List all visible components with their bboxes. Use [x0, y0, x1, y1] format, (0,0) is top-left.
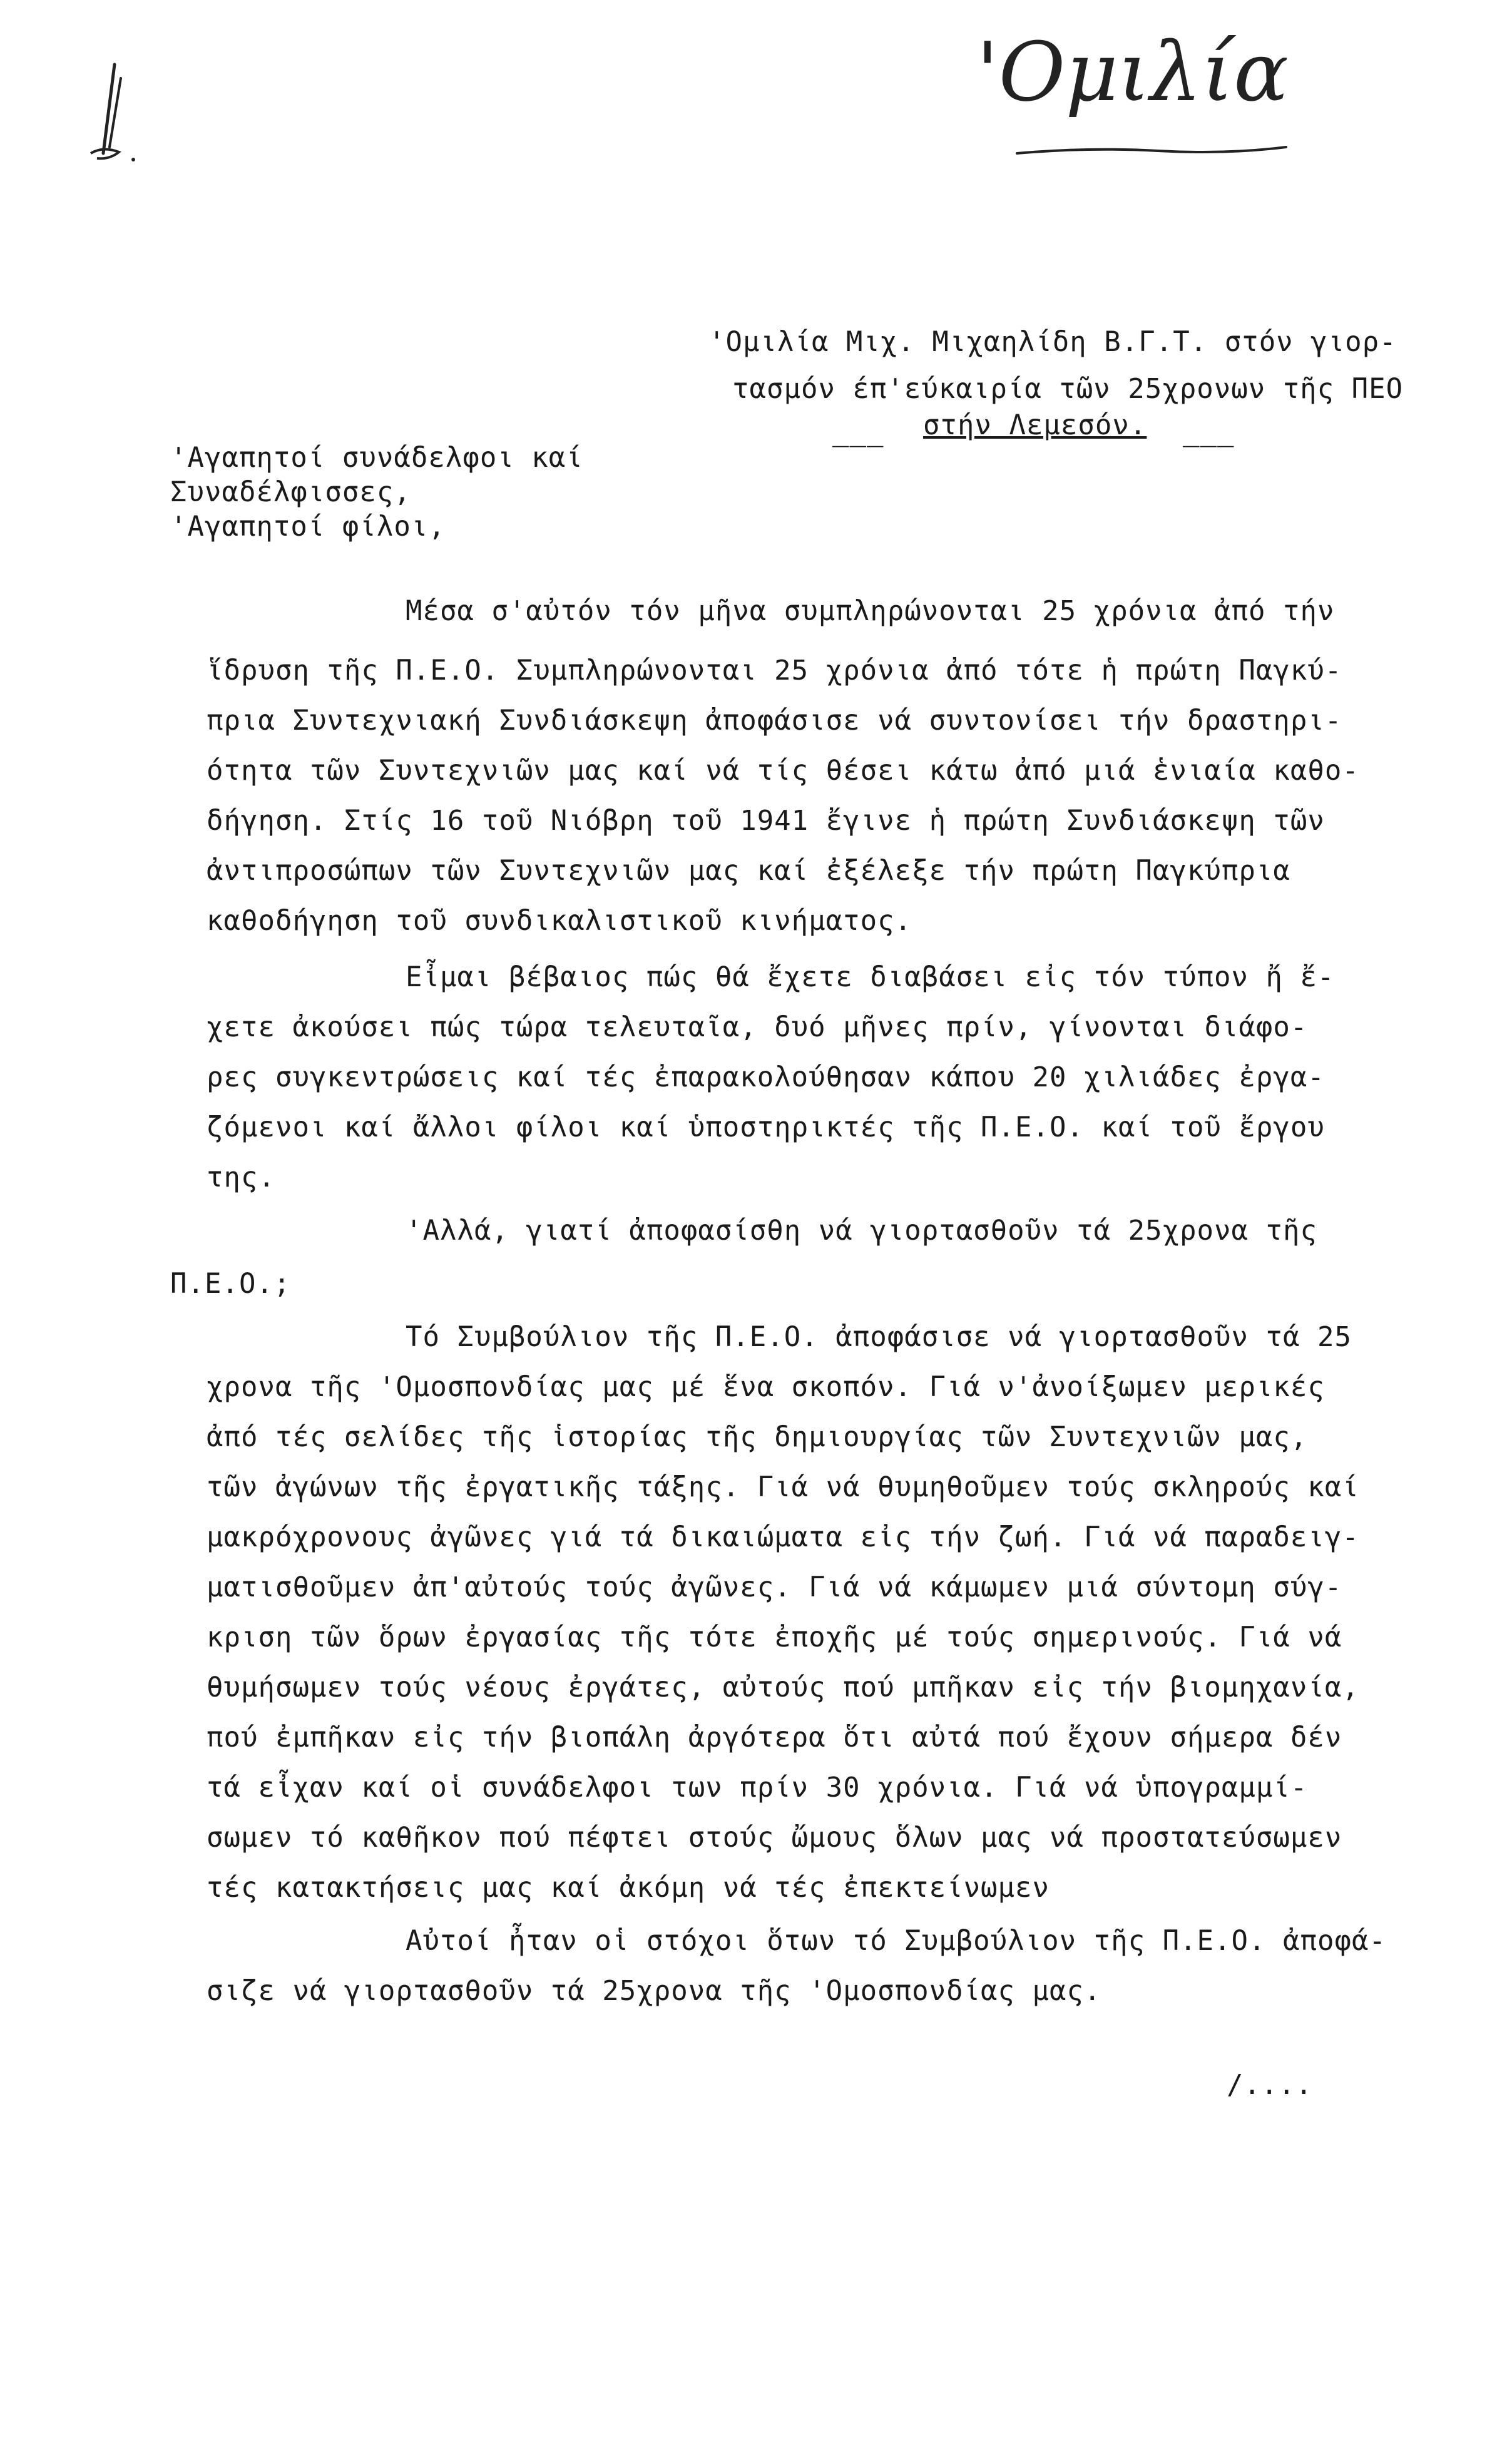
- body-line: ἀπό τές σελίδες τῆς ἱστορίας τῆς δημιουργίας τῶν Συντεχνιῶν μας,: [207, 1421, 1308, 1453]
- body-line: ἀντιπροσώπων τῶν Συντεχνιῶν μας καί ἐξέλεξε τήν πρώτη Παγκύπρια: [207, 855, 1290, 887]
- body-line: μακρόχρονους ἀγῶνες γιά τά δικαιώματα εἰς τήν ζωή. Γιά νά παραδειγ-: [207, 1521, 1359, 1553]
- body-line: σιζε νά γιορτασθοῦν τά 25χρονα τῆς 'Ομοσπονδίας μας.: [207, 1975, 1101, 2007]
- salutation-line: 'Αγαπητοί φίλοι,: [170, 511, 446, 543]
- handwritten-page-mark: [84, 59, 141, 166]
- header-underline: ___: [1183, 416, 1235, 447]
- header-line: στήν Λεμεσόν.: [923, 409, 1147, 441]
- body-line: Τό Συμβούλιον τῆς Π.Ε.Ο. ἀποφάσισε νά γιορτασθοῦν τά 25: [406, 1321, 1352, 1353]
- body-line: ζόμενοι καί ἄλλοι φίλοι καί ὑποστηρικτές τῆς Π.Ε.Ο. καί τοῦ ἔργου: [207, 1111, 1325, 1143]
- salutation-line: 'Αγαπητοί συνάδελφοι καί: [170, 442, 583, 474]
- body-line: Π.Ε.Ο.;: [170, 1268, 291, 1300]
- body-line: της.: [207, 1161, 275, 1193]
- body-line: 'Αλλά, γιατί ἀποφασίσθη νά γιορτασθοῦν τά 25χρονα τῆς: [406, 1215, 1317, 1247]
- handwritten-underline: [1014, 141, 1289, 160]
- body-line: σωμεν τό καθῆκον πού πέφτει στούς ὤμους ὅλων μας νά προστατεύσωμεν: [207, 1822, 1342, 1854]
- header-line: τασμόν έπ'εύκαιρία τῶν 25χρονων τῆς ΠΕΟ: [732, 373, 1404, 405]
- body-line: χρονα τῆς 'Ομοσπονδίας μας μέ ἕνα σκοπόν. Γιά ν'ἀνοίξωμεν μερικές: [207, 1371, 1325, 1403]
- body-line: δήγηση. Στίς 16 τοῦ Νιόβρη τοῦ 1941 ἔγινε ἡ πρώτη Συνδιάσκεψη τῶν: [207, 805, 1325, 837]
- salutation-line: Συναδέλφισσες,: [170, 476, 411, 508]
- handwritten-title: 'Ομιλία: [976, 24, 1289, 120]
- body-line: χετε ἀκούσει πώς τώρα τελευταῖα, δυό μῆνες πρίν, γίνονται διάφο-: [207, 1011, 1308, 1043]
- header-line: 'Ομιλία Μιχ. Μιχαηλίδη Β.Γ.Τ. στόν γιορ-: [708, 326, 1397, 358]
- body-line: τές κατακτήσεις μας καί ἀκόμη νά τές ἐπεκτείνωμεν: [207, 1872, 1050, 1904]
- body-line: Μέσα σ'αὐτόν τόν μῆνα συμπληρώνονται 25 χρόνια ἀπό τήν: [406, 595, 1335, 627]
- body-line: κριση τῶν ὅρων ἐργασίας τῆς τότε ἐποχῆς μέ τούς σημερινούς. Γιά νά: [207, 1621, 1342, 1653]
- body-line: Αὐτοί ἦταν οἱ στόχοι ὅτων τό Συμβούλιον τῆς Π.Ε.Ο. ἀποφά-: [406, 1925, 1386, 1957]
- body-line: ρες συγκεντρώσεις καί τές ἐπαρακολούθησαν κάπου 20 χιλιάδες ἐργα-: [207, 1061, 1325, 1093]
- body-line: ότητα τῶν Συντεχνιῶν μας καί νά τίς θέσει κάτω ἀπό μιά ἑνιαία καθο-: [207, 755, 1359, 787]
- body-line: πρια Συντεχνιακή Συνδιάσκεψη ἀποφάσισε νά συντονίσει τήν δραστηρι-: [207, 705, 1342, 737]
- body-line: Εἶμαι βέβαιος πώς θά ἔχετε διαβάσει εἰς τόν τύπον ἤ ἔ-: [406, 961, 1335, 993]
- body-line: ἵδρυση τῆς Π.Ε.Ο. Συμπληρώνονται 25 χρόνια ἀπό τότε ἡ πρώτη Παγκύ-: [207, 655, 1342, 687]
- body-line: τά εἶχαν καί οἱ συνάδελφοι των πρίν 30 χρόνια. Γιά νά ὑπογραμμί-: [207, 1772, 1308, 1804]
- header-underline: ___: [832, 416, 884, 447]
- body-line: καθοδήγηση τοῦ συνδικαλιστικοῦ κινήματος.: [207, 905, 912, 937]
- body-line: τῶν ἀγώνων τῆς ἐργατικῆς τάξης. Γιά νά θυμηθοῦμεν τούς σκληρούς καί: [207, 1471, 1359, 1503]
- body-line: θυμήσωμεν τούς νέους ἐργάτες, αὐτούς πού μπῆκαν εἰς τήν βιομηχανία,: [207, 1672, 1359, 1703]
- body-line: ματισθοῦμεν ἀπ'αὐτούς τούς ἀγῶνες. Γιά νά κάμωμεν μιά σύντομη σύγ-: [207, 1571, 1342, 1603]
- continuation-mark: /....: [1227, 2069, 1313, 2101]
- body-line: πού ἐμπῆκαν εἰς τήν βιοπάλη ἀργότερα ὅτι αὐτά πού ἔχουν σήμερα δέν: [207, 1722, 1342, 1753]
